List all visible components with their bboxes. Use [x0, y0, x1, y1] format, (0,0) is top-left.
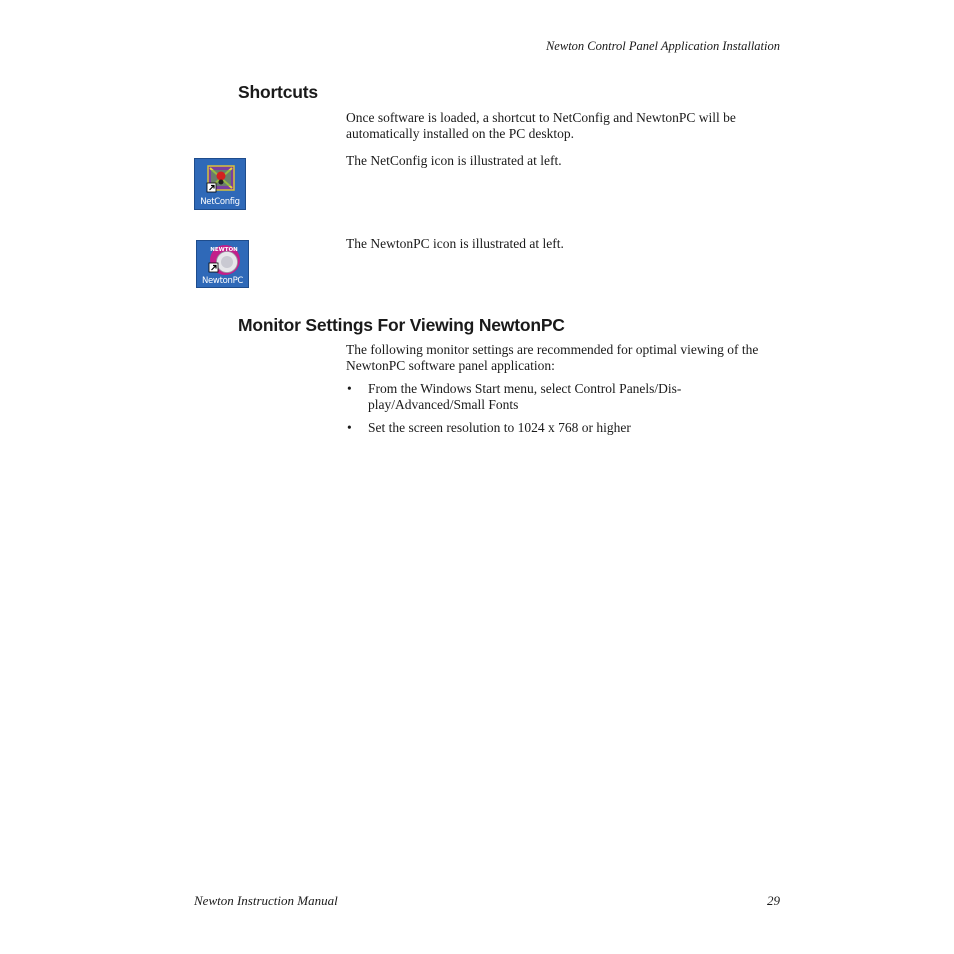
newtonpc-desktop-icon[interactable] — [196, 240, 249, 288]
footer-manual-title: Newton Instruction Manual — [194, 893, 338, 908]
newtonpc-icon-label: NewtonPC — [201, 276, 244, 286]
section-heading-monitor-settings: Monitor Settings For Viewing NewtonPC — [238, 315, 565, 335]
netconfig-description: The NetConfig icon is illustrated at left. — [346, 153, 562, 168]
footer-page-number: 29 — [767, 893, 780, 908]
newton-badge-text: NEWTON — [210, 247, 238, 253]
shortcuts-intro-text: Once software is loaded, a shortcut to NetConfig and NewtonPC will be automatically installed on the PC desktop. — [346, 110, 736, 141]
netconfig-icon-label: NetConfig — [200, 197, 240, 207]
bullet-icon: • — [347, 420, 352, 435]
netconfig-desktop-icon[interactable] — [194, 158, 246, 210]
monitor-settings-intro: The following monitor settings are recommended for optimal viewing of the NewtonPC software panel application: — [346, 342, 759, 373]
bullet-text: From the Windows Start menu, select Control Panels/Dis-play/Advanced/Small Fonts — [368, 381, 682, 412]
section-heading-shortcuts: Shortcuts — [238, 82, 318, 102]
list-item — [346, 420, 786, 436]
bullet-icon: • — [347, 381, 352, 396]
list-item — [346, 381, 718, 412]
newtonpc-description: The NewtonPC icon is illustrated at left. — [346, 236, 564, 251]
bullet-text: Set the screen resolution to 1024 x 768 or higher — [368, 420, 631, 435]
monitor-settings-list — [346, 381, 786, 436]
running-header: Newton Control Panel Application Installation — [545, 39, 780, 53]
